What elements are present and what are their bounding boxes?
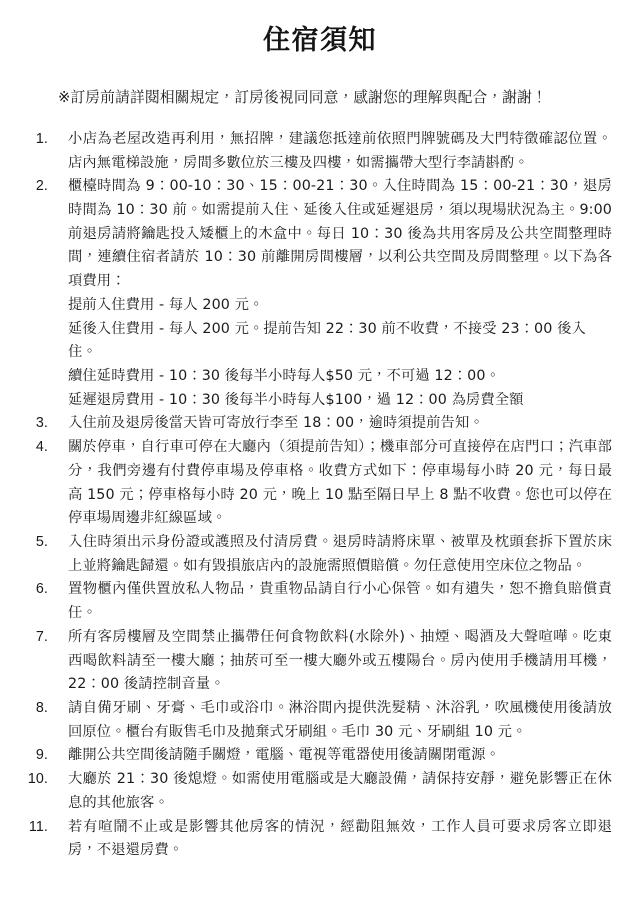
list-item xyxy=(0,744,640,768)
list-item-number: 11. xyxy=(28,818,48,835)
list-item-text: 櫃檯時間為 9：00-10：30、15：00-21：30。入住時間為 15：00-21：30，退房時間為 10：30 前。如需提前入住、延後入住或延遲退房，須以現場狀況為主。9:00 前退房請將鑰匙投入矮櫃上的木盒中。每日 10：30 後為共用客房及公共空間整理時間，連續住宿者請於 10：30 前離開房間樓層，以利公共空間及房間整理。以下為各項費用： xyxy=(68,178,612,290)
list-item-number: 1. xyxy=(35,130,48,147)
list-item xyxy=(0,175,640,412)
list-item-number: 4. xyxy=(35,439,48,456)
fee-line: 延後入住費用 - 每人 200 元。提前告知 22：30 前不收費，不接受 23：00 後入住。 xyxy=(68,320,586,361)
list-item-text: 入住時須出示身份證或護照及付清房費。退房時請將床單、被單及枕頭套拆下置於床上並將鑰匙歸還。如有毀損旅店內的設施需照價賠償。勿任意使用空床位之物品。 xyxy=(68,534,612,574)
list-item-text: 置物櫃內僅供置放私人物品，貴重物品請自行小心保管。如有遺失，恕不擔負賠償責任。 xyxy=(68,581,612,622)
list-item-text: 請自備牙刷、牙膏、毛巾或浴巾。淋浴間內提供洗髮精、沐浴乳，吹風機使用後請放回原位。櫃台有販售毛巾及拋棄式牙刷組。毛巾 30 元、牙刷組 10 元。 xyxy=(68,700,612,740)
page-title: 住宿須知 xyxy=(263,25,377,56)
list-item-number: 7. xyxy=(35,628,48,645)
list-item xyxy=(0,768,640,815)
list-item xyxy=(0,697,640,744)
list-item-text: 大廳於 21：30 後熄燈。如需使用電腦或是大廳設備，請保持安靜，避免影響正在休息的其他旅客。 xyxy=(68,771,612,811)
list-item xyxy=(0,436,640,531)
list-item-number: 3. xyxy=(35,415,48,432)
list-item xyxy=(0,128,640,175)
notice-list xyxy=(0,109,640,863)
list-item-text: 若有喧鬧不止或是影響其他房客的情況，經勸阻無效，工作人員可要求房客立即退房，不退還房費。 xyxy=(68,818,612,859)
list-item-text: 離開公共空間後請隨手關燈，電腦、電視等電器使用後請關閉電源。 xyxy=(68,747,500,764)
list-item-number: 6. xyxy=(35,581,48,598)
list-item-number: 5. xyxy=(35,534,48,551)
list-item xyxy=(0,626,640,697)
list-item-number: 2. xyxy=(35,178,48,195)
list-item-text: 入住前及退房後當天皆可寄放行李至 18：00，逾時須提前告知。 xyxy=(68,415,484,432)
list-item-number: 8. xyxy=(35,700,48,717)
fee-line: 提前入住費用 - 每人 200 元。 xyxy=(68,296,264,313)
fee-line: 續住延時費用 - 10：30 後每半小時每人$50 元，不可過 12：00。 xyxy=(68,367,500,384)
list-item-text: 所有客房樓層及空間禁止攜帶任何食物飲料(水除外)、抽煙、喝酒及大聲喧嘩。吃東西喝飲料請至一樓大廳；抽菸可至一樓大廳外或五樓陽台。房內使用手機請用耳機，22：00 後請控制音量。 xyxy=(68,628,612,693)
list-item-number: 10. xyxy=(27,771,48,788)
list-item xyxy=(0,412,640,436)
list-item-text: 小店為老屋改造再利用，無招牌，建議您抵達前依照門牌號碼及大門特徵確認位置。店內無電梯設施，房間多數位於三樓及四樓，如需攜帶大型行李請斟酌。 xyxy=(68,130,612,171)
list-item xyxy=(0,816,640,863)
list-item-text: 關於停車，自行車可停在大廳內（須提前告知）；機車部分可直接停在店門口；汽車部分，我們旁邊有付費停車場及停車格。收費方式如下：停車場每小時 20 元，每日最高 150 元；停車格每小時 20 元，晚上 10 點至隔日早上 8 點不收費。您也可以停在停車場周邊非紅線區域。 xyxy=(68,439,612,527)
document-subtitle: ※訂房前請詳閱相關規定，訂房後視同同意，感謝您的理解與配合，謝謝！ xyxy=(58,88,547,106)
fee-line: 延遲退房費用 - 10：30 後每半小時每人$100，過 12：00 為房費全額 xyxy=(68,391,524,408)
list-item xyxy=(0,531,640,578)
list-item xyxy=(0,578,640,625)
list-item-number: 9. xyxy=(35,747,48,764)
fee-sublist xyxy=(68,294,612,413)
